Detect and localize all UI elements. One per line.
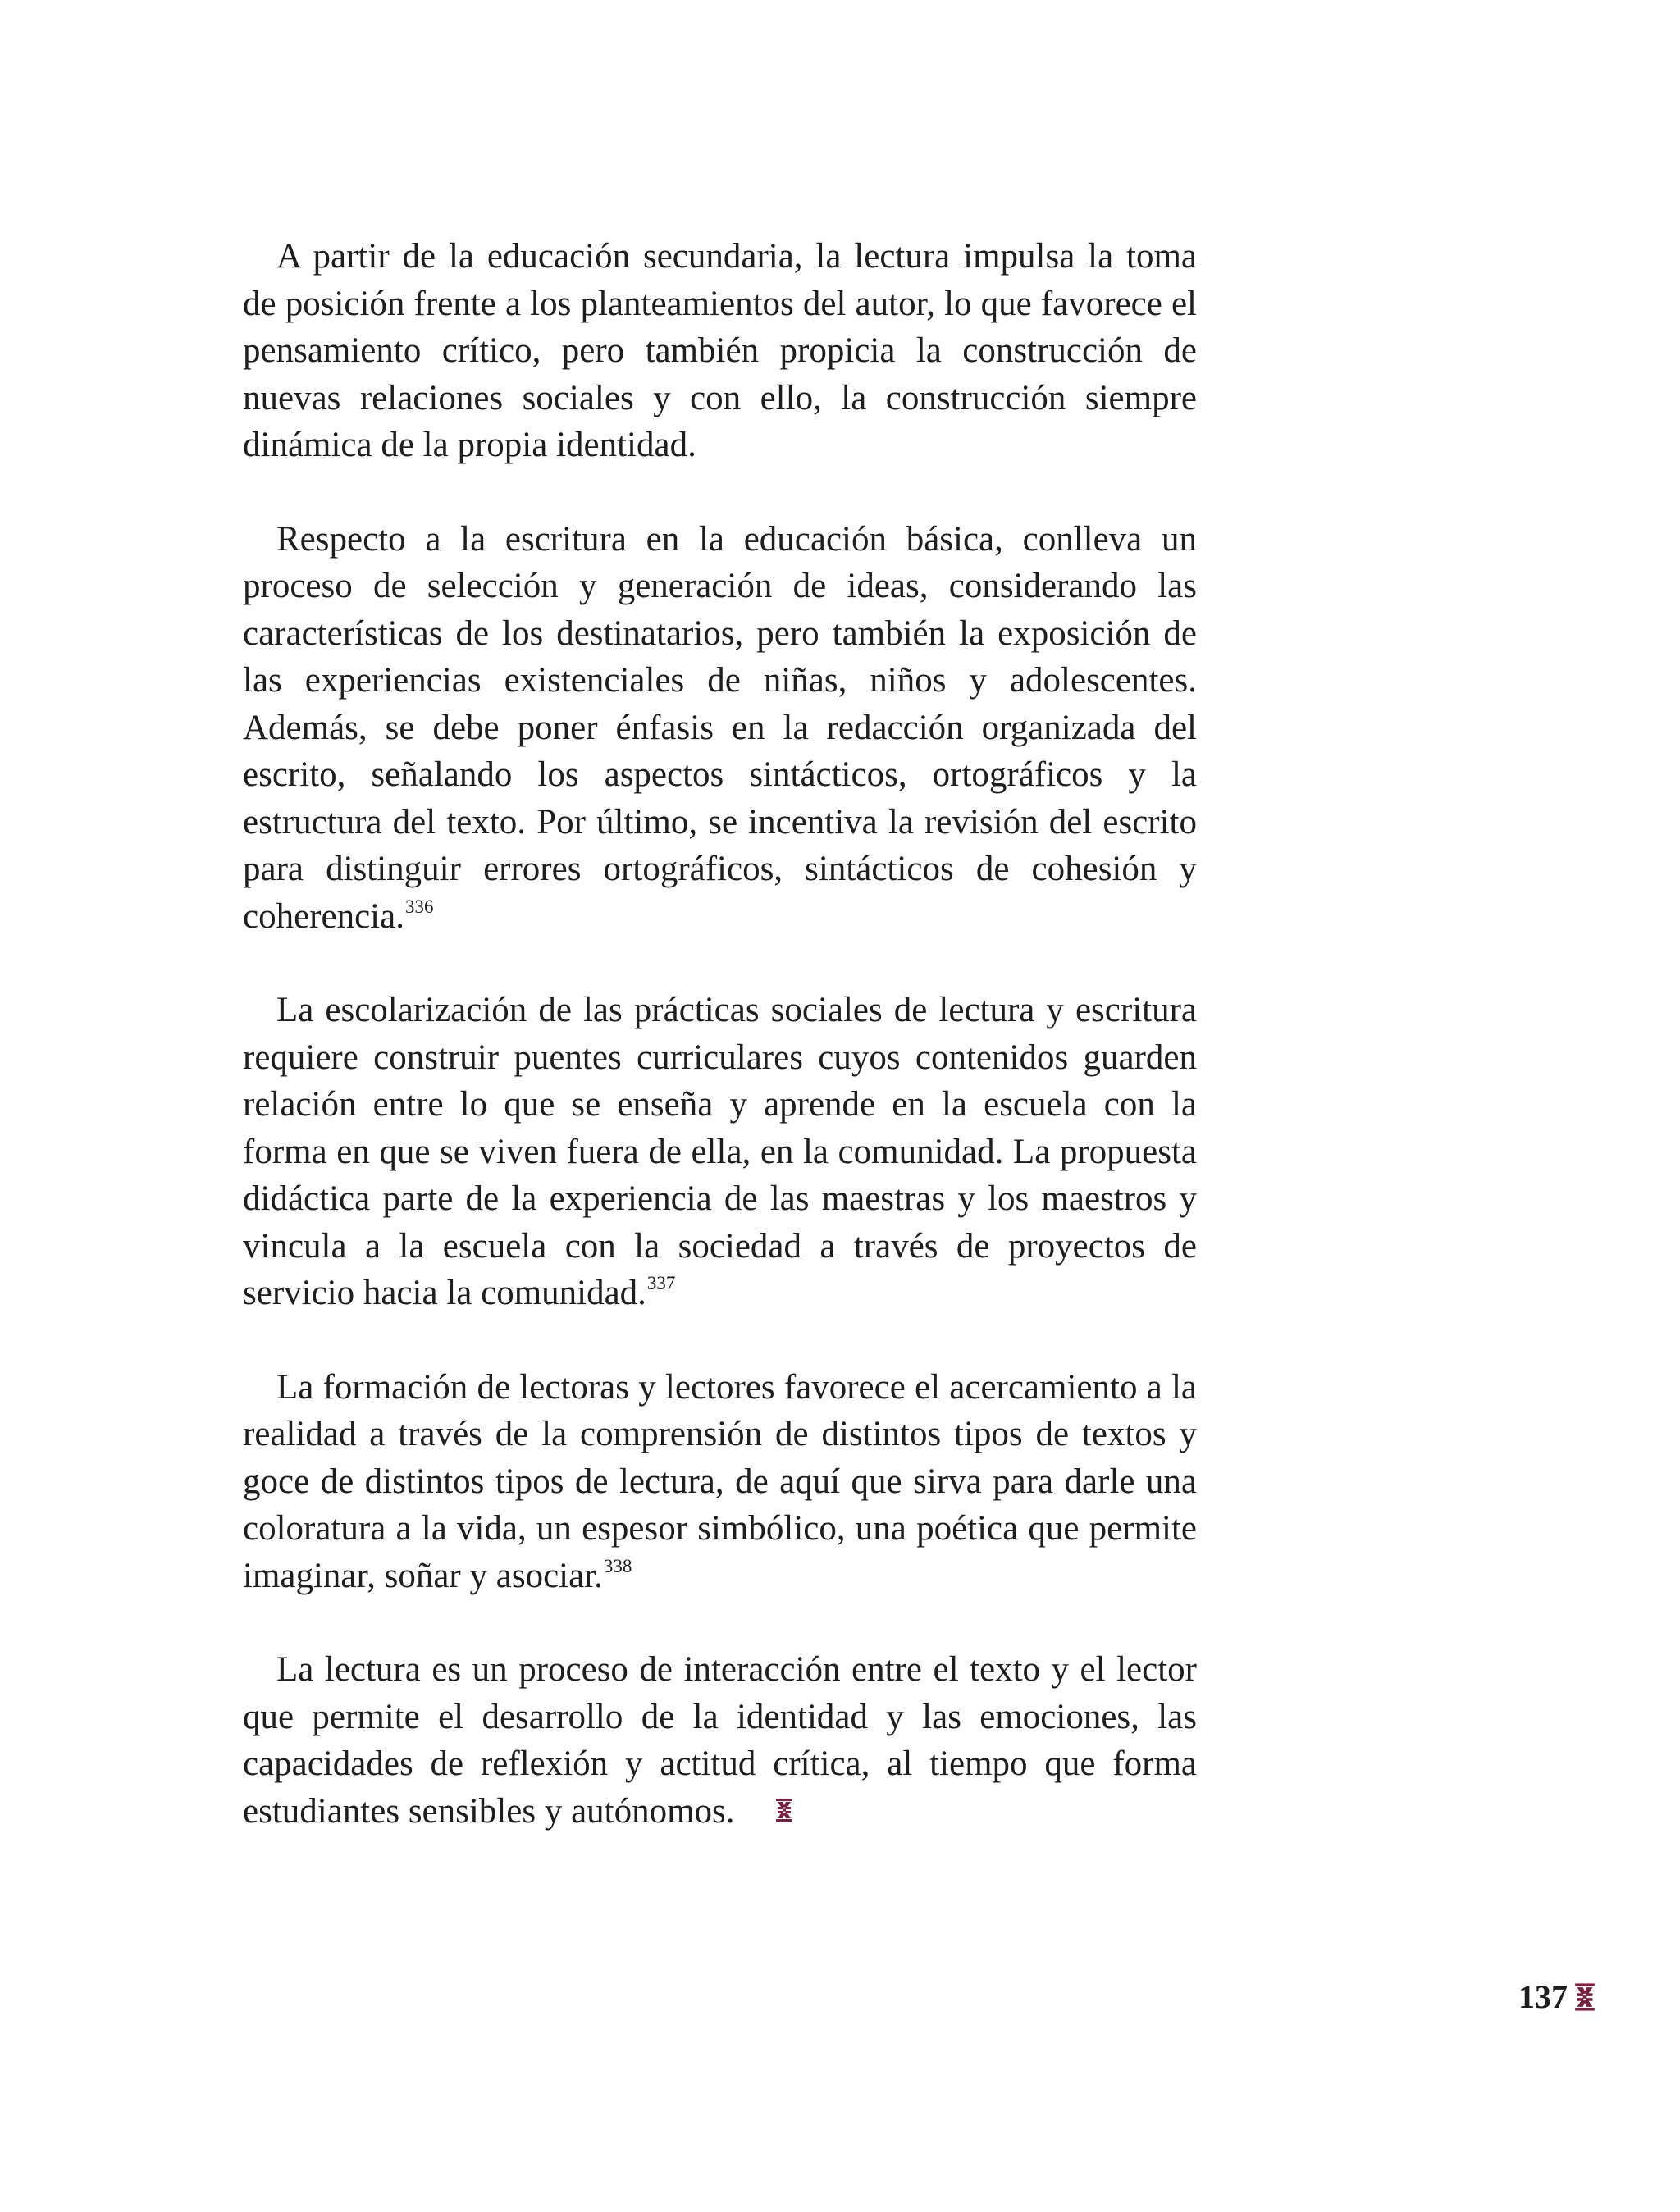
- paragraph-5: [243, 1646, 1197, 1837]
- paragraph-3: [243, 987, 1197, 1317]
- paragraph-text: La escolarización de las prácticas sociales de lectura y escritura requiere construir puentes curriculares cuyos contenidos guarden relación entre lo que se enseña y aprende en la escuela con la forma en que se viven fuera de ella, en la comunidad. La propuesta didáctica parte de la experiencia de las maestras y los maestros y vincula a la escuela con la sociedad a través de proyectos de servicio hacia la comunidad.: [243, 991, 1197, 1312]
- paragraph-text: La lectura es un proceso de interacción entre el texto y el lector que permite el desarrollo de la identidad y las emociones, las capacidades de reflexión y actitud crítica, al tiempo que forma estudiantes sensibles y autónomos.: [243, 1650, 1197, 1831]
- footnote-ref-338[interactable]: 338: [603, 1555, 632, 1576]
- page-number: 137: [1518, 1978, 1568, 2015]
- body-text: [243, 233, 1197, 1837]
- ornament-icon: [742, 1788, 793, 1836]
- footnote-ref-337[interactable]: 337: [646, 1273, 676, 1293]
- paragraph-text: A partir de la educación secundaria, la lectura impulsa la toma de posición frente a los planteamientos del autor, lo que favorece el pensamiento crítico, pero también propicia la construcción de nuevas relaciones sociales y con ello, la construcción siempre dinámica de la propia identidad.: [243, 237, 1197, 464]
- page-footer: [1518, 1978, 1596, 2015]
- paragraph-text: La formación de lectoras y lectores favorece el acercamiento a la realidad a través de la comprensión de distintos tipos de textos y goce de distintos tipos de lectura, de aquí que sirva para darle una coloratura a la vida, un espesor simbólico, una poética que permite imaginar, soñar y asociar.: [243, 1367, 1197, 1595]
- paragraph-4: [243, 1364, 1197, 1600]
- paragraph-text: Respecto a la escritura en la educación básica, conlleva un proceso de selección y generación de ideas, considerando las características de los destinatarios, pero también la exposición de las experiencias existenciales de niñas, niños y adolescentes. Además, se debe poner énfasis en la redacción organizada del escrito, señalando los aspectos sintácticos, ortográficos y la estructura del texto. Por último, se incentiva la revisión del escrito para distinguir errores ortográficos, sintácticos de cohesión y coherencia.: [243, 519, 1197, 936]
- footnote-ref-336[interactable]: 336: [404, 896, 434, 917]
- paragraph-1: [243, 233, 1197, 469]
- ornament-icon: [1574, 1982, 1596, 2012]
- paragraph-2: [243, 516, 1197, 941]
